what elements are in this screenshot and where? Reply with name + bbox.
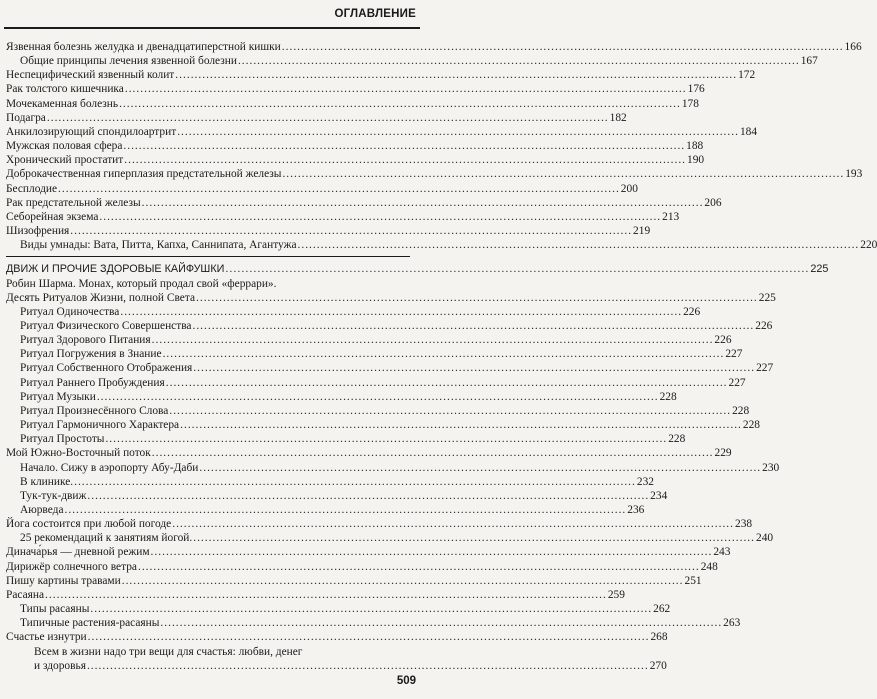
toc-entry[interactable] xyxy=(6,167,863,181)
toc-entry-title-line2: и здоровья xyxy=(34,659,86,672)
page-number: 509 xyxy=(396,675,416,687)
toc-entry-page: 234 xyxy=(650,489,668,502)
toc-entry[interactable] xyxy=(6,82,705,96)
toc-entry[interactable] xyxy=(6,333,732,347)
toc-section-lifestyle xyxy=(6,262,829,644)
toc-entry-title: Дирижёр солнечного ветра xyxy=(6,560,137,573)
toc-leader-dots xyxy=(282,40,844,54)
toc-leader-dots xyxy=(169,404,731,418)
toc-entry-page: 166 xyxy=(844,41,862,53)
toc-entry-title: Анкилозирующий спондилоартрит xyxy=(6,125,177,138)
toc-entry-title: Аюрведа xyxy=(20,504,64,516)
toc-leader-dots xyxy=(172,517,734,531)
header-rule xyxy=(4,27,420,29)
toc-entry[interactable] xyxy=(6,404,750,418)
toc-entry[interactable] xyxy=(6,54,818,68)
toc-leader-dots xyxy=(123,139,685,153)
toc-leader-dots xyxy=(199,461,761,475)
toc-entry-page: 184 xyxy=(739,125,758,138)
toc-leader-dots xyxy=(120,305,682,319)
toc-entry-page: 193 xyxy=(845,168,863,181)
toc-entry[interactable] xyxy=(6,210,680,224)
toc-leader-dots xyxy=(282,167,844,181)
toc-entry-title: Хронический простатит xyxy=(6,154,124,167)
toc-entry-title: Пишу картины травами xyxy=(6,574,121,587)
toc-leader-dots xyxy=(119,97,681,111)
toc-entry-title: Типичные растения-расаяны xyxy=(20,617,160,630)
toc-entry-page: 230 xyxy=(762,461,780,474)
toc-entry[interactable] xyxy=(6,446,732,460)
toc-leader-dots xyxy=(177,125,739,139)
toc-leader-dots xyxy=(58,182,620,196)
toc-entry-title: В клинике. xyxy=(20,475,74,488)
toc-entry-page: 270 xyxy=(649,659,667,672)
toc-leader-dots xyxy=(193,361,755,375)
toc-entry[interactable] xyxy=(6,574,702,588)
toc-entry-title: Динача́рья — дневной режим xyxy=(6,546,150,559)
toc-entry[interactable] xyxy=(6,545,731,559)
toc-entry[interactable] xyxy=(6,489,668,503)
toc-entry[interactable] xyxy=(6,153,705,167)
toc-entry-title: Ритуал Музыки xyxy=(20,390,96,403)
toc-entry-page: 227 xyxy=(728,376,746,389)
toc-entry-page: 182 xyxy=(609,111,627,124)
toc-entry[interactable] xyxy=(6,418,760,432)
toc-leader-dots xyxy=(65,503,627,517)
toc-entry-page: 226 xyxy=(683,305,701,318)
toc-leader-dots xyxy=(175,68,737,82)
toc-entry-page: 228 xyxy=(659,390,677,403)
toc-entry[interactable] xyxy=(6,560,718,574)
toc-entry-page: 228 xyxy=(732,404,750,417)
toc-leader-dots xyxy=(192,319,754,333)
toc-entry[interactable] xyxy=(6,111,627,125)
toc-entry-title: Ритуал Одиночества xyxy=(20,305,120,318)
toc-entry-title: Начало. Сижу в аэропорту Абу-Даби xyxy=(20,461,199,474)
toc-entry-title: Себорейная экзема xyxy=(6,210,99,223)
toc-entry-title: Йога состоится при любой погоде xyxy=(6,518,172,531)
toc-entry-page: 227 xyxy=(725,348,743,361)
toc-entry[interactable] xyxy=(6,347,743,361)
toc-leader-dots xyxy=(45,588,607,602)
toc-entry-title: Ритуал Раннего Пробуждения xyxy=(20,376,165,389)
toc-entry[interactable] xyxy=(6,361,774,375)
toc-entry[interactable] xyxy=(6,390,677,404)
toc-entry-title: Ритуал Здорового Питания xyxy=(20,334,151,347)
toc-entry-page: 226 xyxy=(755,319,773,332)
toc-entry-page: 226 xyxy=(714,334,732,347)
toc-entry[interactable] xyxy=(6,224,651,238)
toc-entry-title: Язвенная болезнь желудка и двенадцатиперстной кишки xyxy=(6,41,281,53)
toc-leader-dots xyxy=(99,210,661,224)
toc-entry-page: 225 xyxy=(758,291,776,304)
toc-leader-dots xyxy=(87,489,649,503)
toc-leader-dots xyxy=(193,531,755,545)
toc-entry[interactable] xyxy=(6,305,701,319)
toc-entry-title: ДВИЖ И ПРОЧИЕ ЗДОРОВЫЕ КАЙФУШКИ xyxy=(6,263,225,276)
toc-leader-dots xyxy=(105,432,667,446)
toc-entry-page: 176 xyxy=(687,83,705,96)
toc-entry[interactable] xyxy=(6,291,776,305)
toc-entry-title: Рак толстого кишечника xyxy=(6,83,124,96)
toc-entry-page: 178 xyxy=(681,97,699,110)
toc-entry-title: Ритуал Произнесённого Слова xyxy=(20,404,169,417)
toc-entry[interactable] xyxy=(6,277,410,291)
toc-entry-title: Виды умнады: Вата, Питта, Капха, Саннипата, Агантужа xyxy=(20,239,297,252)
toc-leader-dots xyxy=(90,602,652,616)
toc-leader-dots xyxy=(124,153,686,167)
toc-leader-dots xyxy=(238,54,800,68)
toc-entry-page: 262 xyxy=(653,603,671,616)
toc-entry[interactable] xyxy=(6,517,753,531)
toc-entry-page: 251 xyxy=(684,574,702,587)
running-header-title: ОГЛАВЛЕНИЕ xyxy=(334,8,416,20)
toc-entry[interactable] xyxy=(6,616,741,630)
toc-entry[interactable] xyxy=(6,376,746,390)
toc-entry-title: 25 рекомендаций к занятиям йогой. xyxy=(20,532,193,545)
toc-entry-page: 229 xyxy=(714,447,732,460)
toc-entry-title: Ритуал Погружения в Знание xyxy=(20,348,162,361)
toc-entry-title: Расаяна xyxy=(6,588,45,601)
toc-entry[interactable] xyxy=(6,432,686,446)
toc-entry-title: Ритуал Физического Совершенства xyxy=(20,319,192,332)
toc-leader-dots xyxy=(122,574,684,588)
toc-leader-dots xyxy=(152,333,714,347)
toc-entry[interactable] xyxy=(6,125,758,139)
toc-entry-page: 225 xyxy=(810,263,829,276)
toc-entry-page: 243 xyxy=(713,546,731,559)
toc-entry[interactable] xyxy=(6,196,722,210)
toc-entry-page: 236 xyxy=(627,504,645,516)
toc-entry[interactable] xyxy=(6,503,645,517)
toc-leader-dots xyxy=(152,446,714,460)
toc-entry-page: 190 xyxy=(687,154,705,167)
toc-entry-title: Мужская половая сфера xyxy=(6,140,123,153)
toc-leader-dots xyxy=(47,111,609,125)
toc-leader-dots xyxy=(180,418,742,432)
toc-entry-title: Бесплодие xyxy=(6,182,58,195)
toc-entry[interactable] xyxy=(6,262,829,276)
toc-leader-dots xyxy=(142,196,704,210)
toc-section-diseases xyxy=(6,40,877,252)
toc-leader-dots xyxy=(74,475,636,489)
toc-entry-page: 172 xyxy=(738,69,756,82)
toc-entry-page: 238 xyxy=(735,518,753,531)
toc-entry-title: Мой Южно-Восточный поток xyxy=(6,447,151,460)
toc-entry-page: 200 xyxy=(620,182,638,195)
toc-entry-title: Подагра xyxy=(6,111,46,124)
toc-leader-dots xyxy=(166,376,728,390)
toc-entry-page: 228 xyxy=(668,433,686,446)
toc-entry-page: 167 xyxy=(800,55,818,68)
toc-leader-dots xyxy=(225,262,809,276)
toc-leader-dots xyxy=(160,616,722,630)
toc-entry-page: 219 xyxy=(633,225,651,238)
toc-leader-dots xyxy=(163,347,725,361)
toc-entry-title: Десять Ритуалов Жизни, полной Света xyxy=(6,291,196,304)
toc-entry-title: Доброкачественная гиперплазия предстательной железы xyxy=(6,168,282,181)
toc-entry-page: 213 xyxy=(662,210,680,223)
toc-entry-title-line1: Всем в жизни надо три вещи для счастья: любви, денег xyxy=(34,645,303,658)
toc-entry-title: Шизофрения xyxy=(6,225,70,238)
toc-entry[interactable] xyxy=(6,40,862,54)
toc-entry[interactable] xyxy=(6,139,704,153)
toc-entry-page: 263 xyxy=(723,617,741,630)
toc-entry[interactable] xyxy=(6,531,774,545)
toc-entry-title: Ритуал Собственного Отображения xyxy=(20,362,193,375)
toc-leader-dots xyxy=(298,238,860,252)
toc-entry-title: Неспецифический язвенный колит xyxy=(6,69,175,82)
toc-list xyxy=(6,40,877,673)
toc-leader-dots xyxy=(125,82,687,96)
toc-leader-dots xyxy=(87,659,649,673)
toc-leader-dots xyxy=(97,390,659,404)
toc-entry-page: 240 xyxy=(756,532,774,545)
toc-entry-page: 227 xyxy=(756,362,774,375)
toc-leader-dots xyxy=(70,224,632,238)
toc-leader-dots xyxy=(138,560,700,574)
section-divider xyxy=(6,256,410,257)
toc-entry-title: Робин Шарма. Монах, который продал свой «феррари». xyxy=(6,277,277,290)
toc-entry-page: 248 xyxy=(700,560,718,573)
toc-entry[interactable] xyxy=(6,461,780,475)
toc-entry[interactable] xyxy=(6,588,625,602)
toc-entry-title: Ритуал Гармоничного Характера xyxy=(20,419,180,432)
toc-entry-page: 232 xyxy=(636,475,654,488)
toc-entry-title: Общие принципы лечения язвенной болезни xyxy=(20,55,237,68)
toc-entry[interactable] xyxy=(6,68,756,82)
toc-entry-title: Счастье изнутри xyxy=(6,631,87,644)
toc-entry[interactable] xyxy=(6,238,877,252)
toc-leader-dots xyxy=(196,291,758,305)
toc-entry-page: 188 xyxy=(686,140,704,153)
toc-entry-multiline[interactable] xyxy=(6,645,667,673)
toc-entry-page: 220 xyxy=(860,239,877,252)
toc-entry[interactable] xyxy=(6,319,773,333)
toc-entry[interactable] xyxy=(6,630,668,644)
toc-entry[interactable] xyxy=(6,602,671,616)
toc-leader-dots xyxy=(88,630,650,644)
toc-entry-title: Тук-тук-движ xyxy=(20,489,87,502)
toc-entry-title: Рак предстательной железы xyxy=(6,196,141,209)
toc-entry-title: Ритуал Простоты xyxy=(20,433,105,446)
toc-entry[interactable] xyxy=(6,182,638,196)
toc-entry-page: 228 xyxy=(742,419,760,432)
toc-entry-page: 259 xyxy=(607,588,625,601)
toc-entry[interactable] xyxy=(6,475,654,489)
toc-entry[interactable] xyxy=(6,97,699,111)
toc-entry-title: Типы расаяны xyxy=(20,603,90,616)
toc-leader-dots xyxy=(151,545,713,559)
toc-entry-page: 268 xyxy=(650,631,668,644)
toc-entry-page: 206 xyxy=(704,196,722,209)
toc-entry-title: Мочекаменная болезнь xyxy=(6,97,119,110)
